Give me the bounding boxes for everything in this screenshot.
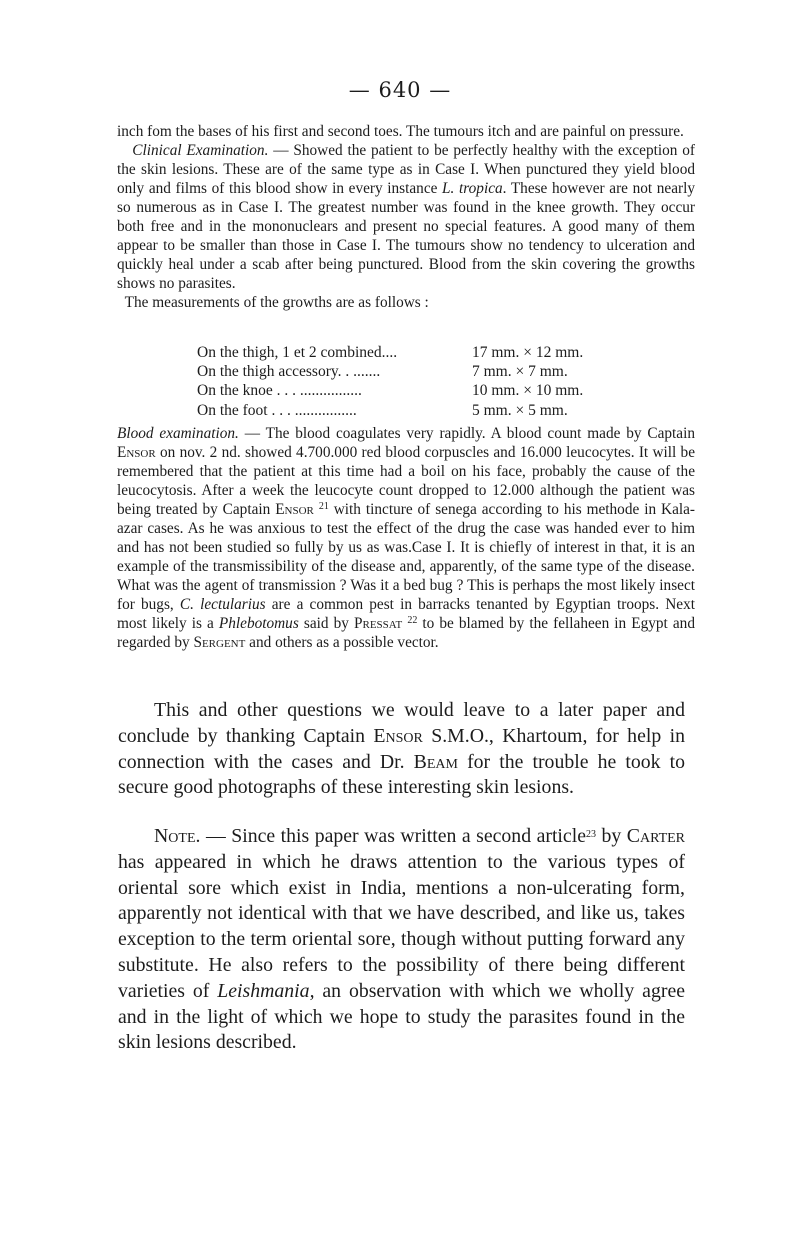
name-beam: Beam [413, 750, 458, 773]
name-ensor: Ensor [373, 724, 423, 747]
blood-text-5: said by [298, 615, 354, 632]
ack-text-3: for the trouble he took to secure good photographs of these interesting skin lesions. [118, 750, 685, 799]
measurements-intro [117, 293, 695, 312]
measurement-label: On the knoe . . . ................ [197, 382, 362, 400]
reference-23: 23 [586, 829, 596, 840]
clinical-text-2: . These however are not nearly so numerous as in Case I. The greatest number was found in the knee growth. They occur both free and in the mononuclears and present no special features. A good many of them appear to be smaller than those in Case I. The tumours show no tendency to ulceration and quickly heal under a scab after being punctured. Blood from the skin covering the growths shows no parasites. [117, 180, 695, 292]
clinical-examination-paragraph [117, 141, 695, 293]
blood-heading: Blood examination. [117, 425, 239, 442]
measurement-row [197, 381, 583, 400]
name-sergent: Sergent [193, 634, 246, 651]
acknowledgement-paragraph [118, 698, 685, 801]
case-paragraph [117, 122, 695, 312]
paragraph-continuation: inch fom the bases of his first and second toes. The tumours itch and are painful on pressure. [117, 123, 684, 140]
measurement-label: On the thigh, 1 et 2 combined.... [197, 344, 398, 361]
page-number: — 640 — [348, 78, 452, 102]
blood-text-4: are a common pest in barracks tenanted by Egyptian troops. Next most likely is a [117, 596, 695, 632]
measurement-value: 7 mm. × 7 mm. [472, 363, 568, 381]
name-ensor: Ensor [117, 444, 156, 461]
clinical-heading: Clinical Examination. [132, 142, 269, 159]
name-pressat: Pressat [353, 615, 403, 632]
measurement-row [197, 401, 583, 420]
note-text-2: by [596, 825, 627, 847]
reference-21: 21 [318, 501, 329, 512]
genus-phlebotomus: Phlebotomus [218, 615, 299, 632]
note-label: Note. [154, 825, 201, 847]
measurement-label: On the thigh accessory. . ....... [197, 363, 381, 381]
measurement-value: 10 mm. × 10 mm. [472, 382, 584, 400]
blood-text-7: and others as a possible vector. [245, 634, 439, 651]
measurement-label: On the foot . . . ................ [197, 401, 357, 419]
note-paragraph [118, 824, 685, 1056]
blood-text-3: with tincture of senega according to his methode in Kala-azar cases. As he was anxious to test the effect of the drug the case was handed ever to him and has not been studied so fully by us as was.Case I. It is chiefly of interest in that, it is an example of the transmissibility of the disease and, apparently, of the same type of the disease. What was the agent of transmission ? Was it a bed bug ? This is perhaps the most likely insect for bugs, [117, 501, 695, 613]
note-text-1: — Since this paper was written a second article [200, 825, 586, 847]
blood-paragraph-body [117, 424, 695, 652]
note-text-4: an observation with which we wholly agree and in the light of which we hope to study the parasites found in the skin lesions described. [118, 979, 685, 1054]
ack-text-1: This and other questions we would leave to a later paper and conclude by thanking Captain [118, 699, 685, 747]
species-lectularius: C. lectularius [179, 596, 266, 613]
blood-text-2: on nov. 2 nd. showed 4.700.000 red blood corpuscles and 16.000 leucocytes. It will be remembered that the patient at this time had a boil on his face, probably the cause of the leucocytosis. After a week the leucocyte count dropped to 12.000 although the patient was being treated by Captain [117, 444, 695, 518]
measurement-row [197, 343, 583, 362]
measurements-table [197, 343, 583, 420]
reference-22: 22 [407, 615, 418, 626]
name-carter: Carter [626, 825, 686, 847]
blood-text-6: to be blamed by the fellaheen in Egypt and regarded by [117, 615, 695, 651]
acknowledgement-body [118, 698, 685, 801]
note-body [118, 824, 685, 1056]
name-ensor: Ensor [275, 501, 314, 518]
ack-text-2: S.M.O., Khartoum, for help in connection with the cases and Dr. [118, 724, 685, 773]
clinical-text: — Showed the patient to be perfectly healthy with the exception of the skin lesions. These are of the same type as in Case I. When punctured they yield blood only and films of this blood show in every instance [117, 142, 695, 197]
species-name: L. tropica [442, 180, 503, 197]
measurement-row [197, 362, 583, 381]
blood-examination-paragraph [117, 424, 695, 652]
measurement-value: 5 mm. × 5 mm. [472, 401, 568, 419]
measurements-intro-text: The measurements of the growths are as follows : [124, 294, 429, 311]
measurement-value: 17 mm. × 12 mm. [472, 344, 584, 361]
genus-leishmania: Leishmania, [217, 979, 315, 1002]
note-text-3: has appeared in which he draws attention to the various types of oriental sore which exist in India, mentions a non-ulcerating form, apparently not identical with that we have described, and like us, takes exception to the term oriental sore, though without putting forward any substitute. He also refers to the possibility of there being different varieties of [118, 850, 685, 1002]
blood-text-1: — The blood coagulates very rapidly. A blood count made by Captain [238, 425, 695, 442]
